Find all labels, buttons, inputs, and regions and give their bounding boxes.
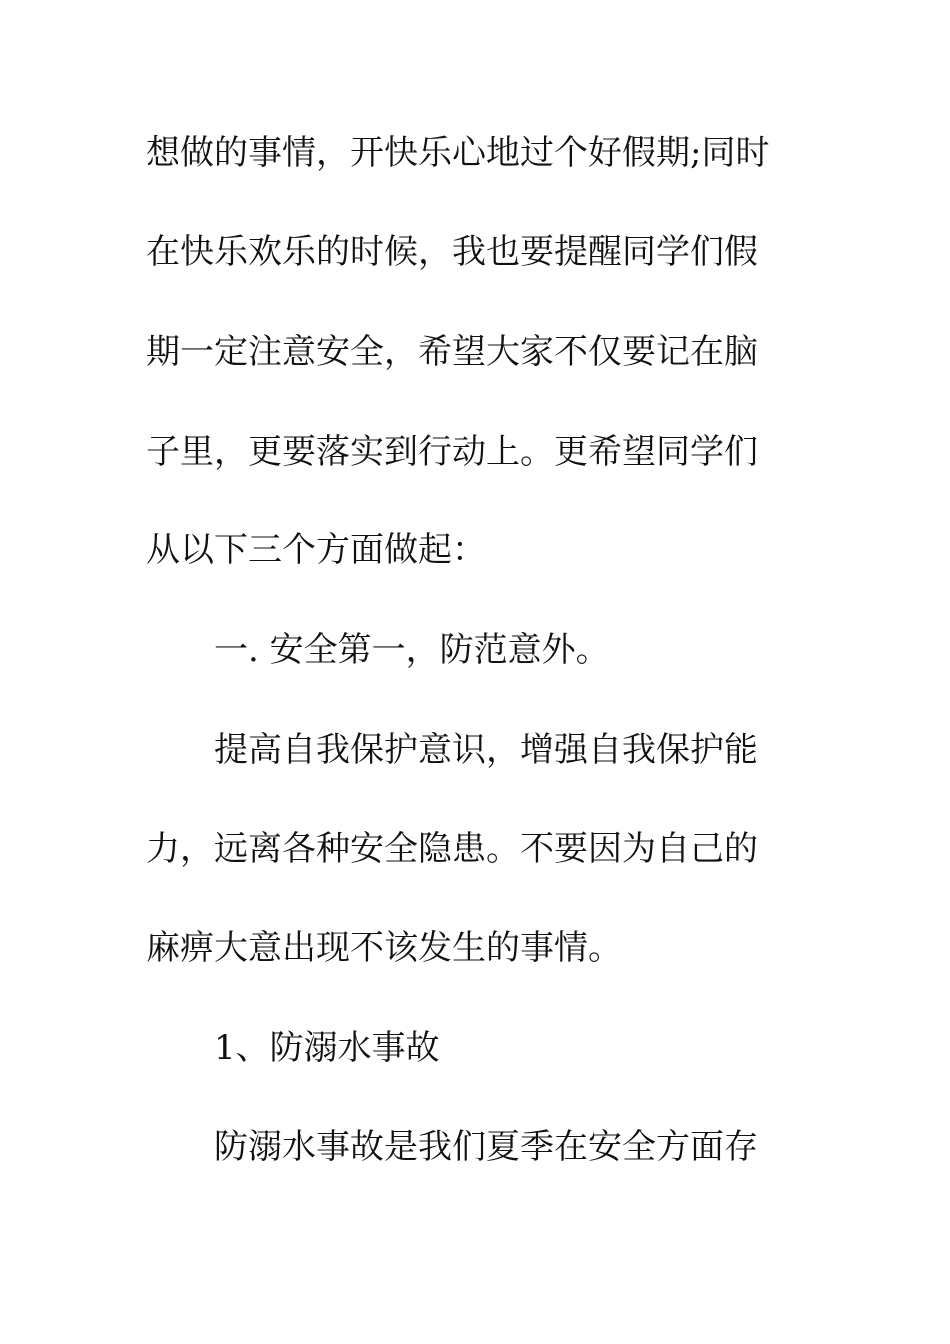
paragraph-line-9: 防溺水事故是我们夏季在安全方面存 (214, 1127, 758, 1167)
paragraph-line-8: 麻痹大意出现不该发生的事情。 (146, 928, 622, 968)
section-heading: 一. 安全第一，防范意外。 (214, 630, 610, 670)
paragraph-line-3: 期一定注意安全，希望大家不仅要记在脑 (146, 332, 758, 372)
paragraph-line-1: 想做的事情，开快乐心地过个好假期;同时 (146, 133, 770, 173)
paragraph-line-7: 力，远离各种安全隐患。不要因为自己的 (146, 829, 758, 869)
paragraph-line-4: 子里，更要落实到行动上。更希望同学们 (146, 432, 758, 472)
paragraph-line-6: 提高自我保护意识，增强自我保护能 (214, 730, 758, 770)
subsection-heading: 1、防溺水事故 (214, 1028, 440, 1068)
paragraph-line-5: 从以下三个方面做起： (146, 530, 486, 570)
paragraph-line-2: 在快乐欢乐的时候，我也要提醒同学们假 (146, 232, 758, 272)
